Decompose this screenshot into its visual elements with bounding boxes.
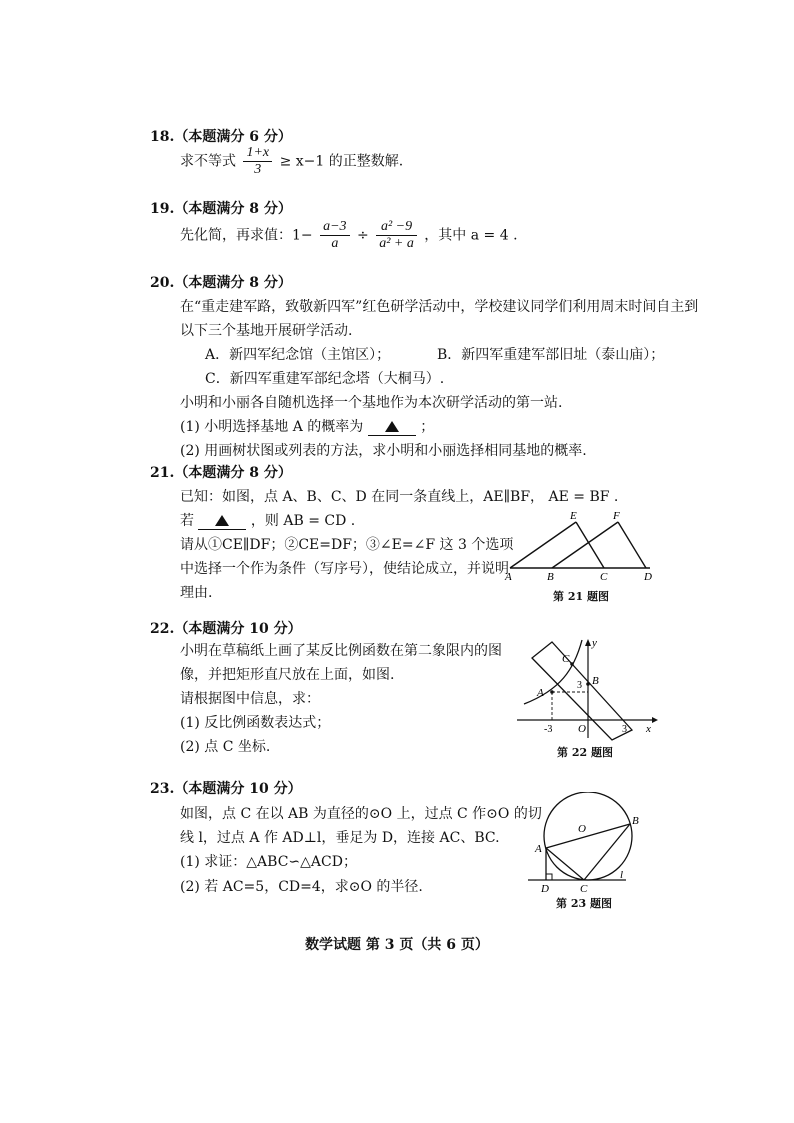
q22-label-c: C: [562, 653, 570, 665]
q21-caption: 第 21 题图: [553, 590, 609, 603]
q21-line2: [180, 510, 355, 530]
q23-caption: 第 23 题图: [556, 897, 612, 910]
q21-label-a: A: [505, 571, 512, 583]
q21-answer-blank: [198, 513, 246, 530]
triangle-icon: [385, 421, 399, 432]
q18-text-pre: 求不等式: [180, 153, 236, 170]
q23-line2: 线 l，过点 A 作 AD⊥l，垂足为 D，连接 AC、BC.: [180, 830, 500, 846]
q22-line3: 请根据图中信息，求：: [180, 691, 320, 707]
q19-fraction-1: [320, 219, 349, 252]
q19-fraction-2: [376, 219, 417, 252]
q23-header: 23.（本题满分 10 分）: [150, 781, 302, 797]
q21-figure: [500, 508, 665, 583]
q20-option-c: C．新四军重建军部纪念塔（大桐马）.: [205, 371, 445, 387]
q22-label-3x: 3: [622, 724, 627, 735]
q22-caption: 第 22 题图: [557, 746, 613, 759]
q23-label-l: l: [620, 869, 624, 881]
q20-line3: 小明和小丽各自随机选择一个基地作为本次研学活动的第一站.: [180, 395, 563, 411]
q23-figure: [522, 792, 652, 894]
triangle-icon: [215, 515, 229, 526]
q22-label-neg3: -3: [544, 724, 553, 735]
q22-label-o: O: [578, 723, 586, 735]
q22-sub1: (1) 反比例函数表达式；: [180, 715, 331, 731]
q19-operator: ÷: [357, 227, 369, 244]
q20-sub1: [180, 416, 434, 436]
q23-diameter-ab: [546, 824, 630, 848]
q22-point-c: [570, 662, 574, 666]
q22-label-b: B: [592, 675, 599, 687]
q21-label-c: C: [600, 571, 608, 583]
q21-segment-ae: [510, 522, 576, 568]
q23-label-d: D: [541, 883, 549, 894]
q21-segment-fd: [618, 522, 646, 568]
q20-line2: 以下三个基地开展研学活动.: [180, 323, 353, 339]
q19-text-post: ，其中 a = 4 .: [424, 227, 518, 244]
q20-sub2: (2) 用画树状图或列表的方法，求小明和小丽选择相同基地的概率.: [180, 443, 587, 459]
q21-label-b: B: [547, 571, 554, 583]
q22-line1: 小明在草稿纸上画了某反比例函数在第二象限内的图: [180, 643, 502, 659]
q22-label-y: y: [592, 637, 597, 649]
q23-label-o: O: [578, 823, 586, 835]
page-footer: 数学试题 第 3 页（共 6 页）: [305, 937, 489, 953]
q21-line5: 理由.: [180, 585, 213, 601]
q20-header: 20.（本题满分 8 分）: [150, 275, 292, 291]
q21-header: 21.（本题满分 8 分）: [150, 465, 292, 481]
q18-frac-den: 3: [254, 162, 262, 177]
q22-label-x: x: [646, 723, 651, 735]
q22-x-arrow-icon: [652, 717, 658, 723]
q19-frac2-num: a² −9: [376, 219, 417, 236]
q18-header: 18.（本题满分 6 分）: [150, 129, 292, 145]
q18-fraction: [243, 145, 272, 178]
q19-header: 19.（本题满分 8 分）: [150, 201, 292, 217]
q20-sub1-post: ；: [420, 419, 435, 435]
q18-frac-num: 1+x: [243, 145, 272, 162]
q19-frac1-den: a: [331, 236, 339, 251]
q20-option-b: B．新四军重建军部旧址（泰山庙）；: [437, 347, 665, 363]
q21-segment-ec: [576, 522, 604, 568]
q22-label-a: A: [537, 687, 544, 699]
q21-line4: 中选择一个作为条件（写序号），使结论成立，并说明: [180, 561, 509, 577]
q23-label-b: B: [632, 815, 639, 827]
q23-line1: 如图，点 C 在以 AB 为直径的⊙O 上，过点 C 作⊙O 的切: [180, 806, 542, 822]
q23-segment-bc: [584, 824, 630, 880]
q21-label-e: E: [570, 510, 577, 522]
q22-label-3y: 3: [577, 680, 582, 691]
q22-sub2: (2) 点 C 坐标.: [180, 739, 271, 755]
q20-sub1-text: (1) 小明选择基地 A 的概率为: [180, 419, 364, 435]
q21-line1: 已知：如图，点 A、B、C、D 在同一条直线上，AE∥BF， AE = BF .: [180, 489, 619, 505]
q23-label-c: C: [580, 883, 588, 894]
q23-right-angle-mark: [546, 874, 552, 880]
q21-line2-post: ，则 AB = CD .: [250, 513, 356, 529]
q19-frac2-den: a² + a: [379, 236, 414, 251]
q21-label-f: F: [613, 510, 620, 522]
q22-line2: 像，并把矩形直尺放在上面，如图.: [180, 667, 395, 683]
q21-line3: 请从①CE∥DF；②CE=DF；③∠E=∠F 这 3 个选项: [180, 537, 514, 553]
q18-text-post: ≥ x−1 的正整数解.: [279, 153, 404, 170]
q22-header: 22.（本题满分 10 分）: [150, 621, 302, 637]
q22-y-arrow-icon: [585, 639, 591, 646]
q20-answer-blank: [368, 419, 416, 436]
q23-sub2: (2) 若 AC=5，CD=4，求⊙O 的半径.: [180, 879, 423, 895]
q20-line1: 在“重走建军路，致敬新四军”红色研学活动中，学校建议同学们利用周末时间自主到: [180, 299, 699, 315]
q23-label-a: A: [535, 843, 542, 855]
q21-line2-pre: 若: [180, 513, 194, 529]
q19-frac1-num: a−3: [320, 219, 349, 236]
q20-option-a: A．新四军纪念馆（主馆区）；: [205, 347, 391, 363]
q21-segment-bf: [552, 522, 618, 568]
q18-body: [180, 145, 403, 178]
q22-figure: [512, 634, 660, 742]
q19-body: [180, 219, 518, 252]
q23-sub1: (1) 求证：△ABC∽△ACD；: [180, 854, 357, 870]
q21-label-d: D: [644, 571, 652, 583]
q22-point-b: [586, 682, 590, 686]
q22-point-a: [550, 690, 554, 694]
q19-text-pre: 先化简，再求值：1−: [180, 227, 313, 244]
q22-hyperbola: [524, 640, 582, 704]
